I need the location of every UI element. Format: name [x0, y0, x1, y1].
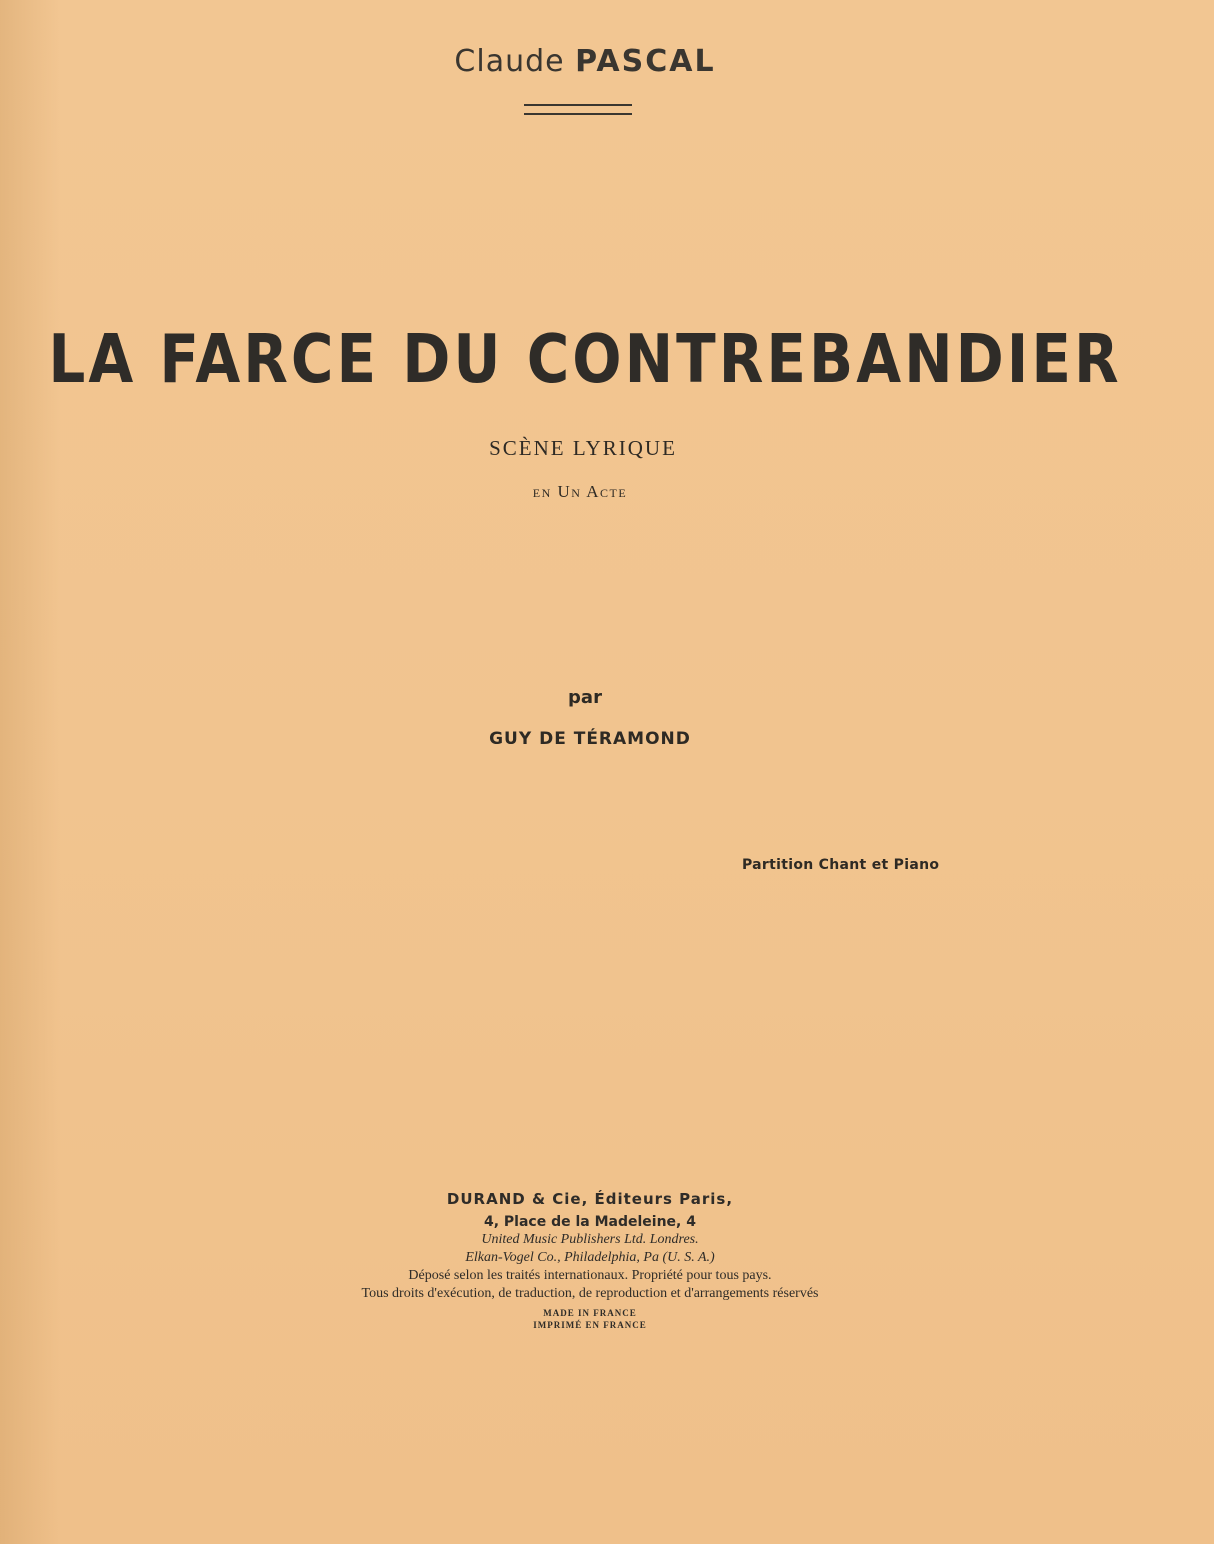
- publisher-line: DURAND & Cie, Éditeurs Paris,: [446, 1190, 734, 1208]
- printed-in-france: IMPRIMÉ EN FRANCE: [533, 1320, 647, 1331]
- composer-first-name: Claude: [454, 44, 565, 79]
- work-title: LA FARCE DU CONTREBANDIER: [48, 320, 1122, 399]
- agent-london: United Music Publishers Ltd. Londres.: [481, 1231, 699, 1247]
- score-type: Partition Chant et Piano: [742, 857, 940, 873]
- legal-rights: Tous droits d'exécution, de traduction, de reproduction et d'arrangements réservés: [361, 1286, 819, 1302]
- work-subtitle: SCÈNE LYRIQUE: [489, 436, 677, 460]
- agent-philadelphia: Elkan-Vogel Co., Philadelphia, Pa (U. S. A.): [465, 1249, 715, 1265]
- double-rule-divider: [524, 104, 632, 115]
- acts-note: en Un Acte: [532, 482, 628, 501]
- librettist-name: GUY DE TÉRAMOND: [489, 729, 691, 749]
- publisher-address: 4, Place de la Madeleine, 4: [483, 1213, 696, 1230]
- publisher-imprint: [300, 1190, 880, 1332]
- made-in-france: MADE IN FRANCE: [543, 1308, 637, 1319]
- composer-last-name: PASCAL: [575, 44, 716, 79]
- by-label: par: [568, 687, 602, 708]
- legal-deposit: Déposé selon les traités internationaux. Propriété pour tous pays.: [408, 1268, 772, 1284]
- composer-name: [0, 44, 1170, 79]
- origin-note: [300, 1308, 880, 1331]
